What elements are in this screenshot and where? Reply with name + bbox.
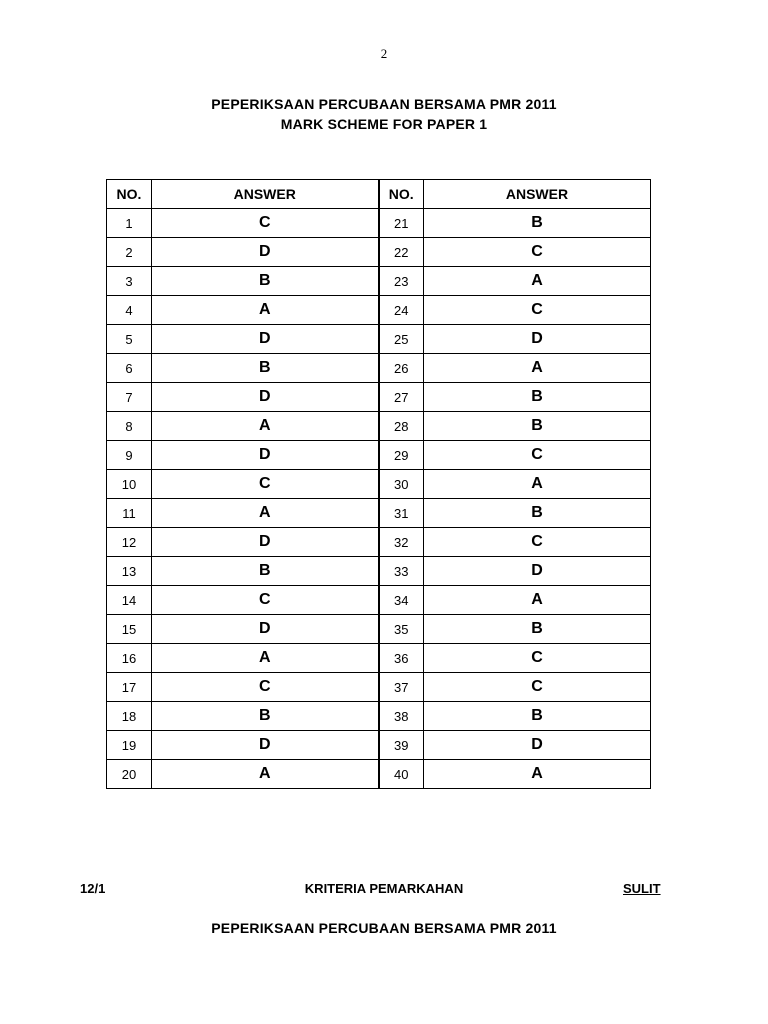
question-number: 1 [107, 209, 152, 238]
question-number: 38 [379, 702, 424, 731]
question-number: 26 [379, 354, 424, 383]
answer-cell: C [152, 470, 379, 499]
answer-cell: A [152, 412, 379, 441]
table-row [107, 702, 651, 731]
table-row [107, 470, 651, 499]
answer-cell: A [424, 586, 651, 615]
question-number: 3 [107, 267, 152, 296]
bottom-title: PEPERIKSAAN PERCUBAAN BERSAMA PMR 2011 [211, 920, 557, 936]
question-number: 37 [379, 673, 424, 702]
question-number: 20 [107, 760, 152, 789]
table-row [107, 238, 651, 267]
answer-cell: A [152, 499, 379, 528]
table-row [107, 499, 651, 528]
footer-center-text: KRITERIA PEMARKAHAN [304, 881, 464, 896]
question-number: 22 [379, 238, 424, 267]
table-row [107, 557, 651, 586]
answer-cell: A [424, 354, 651, 383]
question-number: 27 [379, 383, 424, 412]
answer-cell: B [424, 615, 651, 644]
answer-cell: D [424, 731, 651, 760]
answer-cell: C [424, 441, 651, 470]
question-number: 5 [107, 325, 152, 354]
answer-cell: D [152, 731, 379, 760]
answer-cell: D [152, 615, 379, 644]
question-number: 14 [107, 586, 152, 615]
table-row [107, 441, 651, 470]
answer-cell: A [424, 267, 651, 296]
answer-cell: A [424, 470, 651, 499]
answer-cell: B [152, 267, 379, 296]
question-number: 15 [107, 615, 152, 644]
classification-label: SULIT [623, 881, 661, 896]
question-number: 13 [107, 557, 152, 586]
question-number: 7 [107, 383, 152, 412]
answer-cell: B [152, 354, 379, 383]
table-row [107, 209, 651, 238]
answer-cell: B [152, 557, 379, 586]
table-row [107, 673, 651, 702]
header-answer-right: ANSWER [424, 180, 651, 209]
page-number: 2 [380, 46, 388, 61]
answer-cell: C [152, 586, 379, 615]
question-number: 12 [107, 528, 152, 557]
table-row [107, 760, 651, 789]
question-number: 2 [107, 238, 152, 267]
answer-cell: B [424, 499, 651, 528]
question-number: 35 [379, 615, 424, 644]
table-row [107, 528, 651, 557]
answer-cell: C [152, 673, 379, 702]
question-number: 33 [379, 557, 424, 586]
table-row [107, 325, 651, 354]
question-number: 11 [107, 499, 152, 528]
answer-cell: D [424, 325, 651, 354]
question-number: 31 [379, 499, 424, 528]
answer-cell: C [424, 644, 651, 673]
question-number: 24 [379, 296, 424, 325]
answer-cell: D [152, 441, 379, 470]
question-number: 17 [107, 673, 152, 702]
answer-cell: C [152, 209, 379, 238]
answer-cell: C [424, 528, 651, 557]
answer-cell: C [424, 296, 651, 325]
table-row [107, 586, 651, 615]
answer-cell: A [152, 644, 379, 673]
page-title: PEPERIKSAAN PERCUBAAN BERSAMA PMR 2011 [211, 96, 557, 112]
answer-cell: D [152, 238, 379, 267]
question-number: 32 [379, 528, 424, 557]
answer-cell: A [152, 760, 379, 789]
table-row [107, 731, 651, 760]
question-number: 36 [379, 644, 424, 673]
answer-cell: D [152, 383, 379, 412]
header-no-right: NO. [379, 180, 424, 209]
question-number: 30 [379, 470, 424, 499]
question-number: 39 [379, 731, 424, 760]
question-number: 10 [107, 470, 152, 499]
question-number: 21 [379, 209, 424, 238]
table-row [107, 615, 651, 644]
answer-cell: B [152, 702, 379, 731]
table-row [107, 383, 651, 412]
question-number: 23 [379, 267, 424, 296]
header-row [107, 180, 651, 209]
answer-body [107, 209, 651, 789]
question-number: 18 [107, 702, 152, 731]
answer-cell: B [424, 209, 651, 238]
answer-cell: B [424, 702, 651, 731]
header-no-left: NO. [107, 180, 152, 209]
answer-cell: C [424, 673, 651, 702]
paper-code: 12/1 [80, 881, 106, 896]
page-subtitle: MARK SCHEME FOR PAPER 1 [280, 116, 488, 132]
question-number: 8 [107, 412, 152, 441]
answer-cell: B [424, 383, 651, 412]
header-answer-left: ANSWER [152, 180, 379, 209]
question-number: 16 [107, 644, 152, 673]
answer-cell: C [424, 238, 651, 267]
answer-cell: D [152, 325, 379, 354]
table-row [107, 296, 651, 325]
table-row [107, 267, 651, 296]
question-number: 6 [107, 354, 152, 383]
answer-cell: B [424, 412, 651, 441]
question-number: 29 [379, 441, 424, 470]
table-row [107, 412, 651, 441]
answer-cell: D [424, 557, 651, 586]
question-number: 19 [107, 731, 152, 760]
answer-cell: A [152, 296, 379, 325]
answer-cell: A [424, 760, 651, 789]
question-number: 40 [379, 760, 424, 789]
question-number: 34 [379, 586, 424, 615]
question-number: 4 [107, 296, 152, 325]
table-row [107, 354, 651, 383]
answer-table [106, 179, 651, 789]
answer-cell: D [152, 528, 379, 557]
table-row [107, 644, 651, 673]
question-number: 25 [379, 325, 424, 354]
question-number: 28 [379, 412, 424, 441]
question-number: 9 [107, 441, 152, 470]
